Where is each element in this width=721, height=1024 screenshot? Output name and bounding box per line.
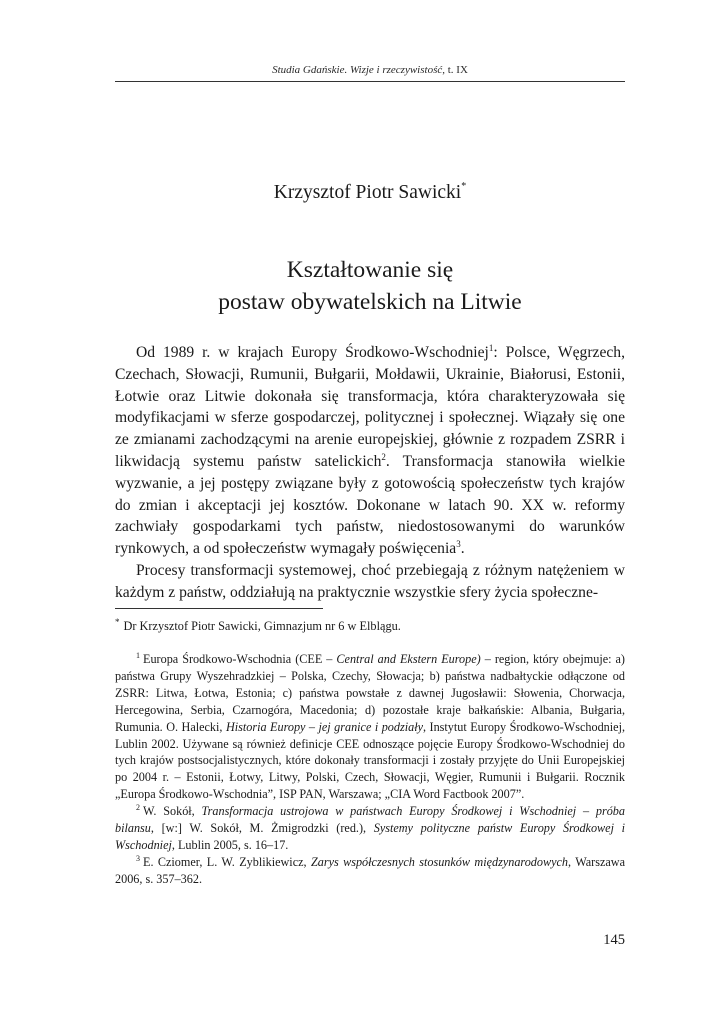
footnote-3 [115, 854, 625, 888]
italic-run: Historia Europy – jej granice i podziały [225, 719, 423, 734]
text-run: . Transformacja stanowiła wielkie wyzwanie, a jej postępy związane były z gotowością społeczeństw tych krajów do zmian i akceptacji jej kosztów. Dokonane w latach 90. XX w. reformy zachwiały gospodarkami tych państw, niedostosowanymi do warunków rynkowych, a od społeczeństw wymagały poświęcenia [115, 452, 625, 558]
footnote-ref-2[interactable]: 2 [381, 451, 386, 462]
text-run: , Lublin 2005, s. 16–17. [171, 837, 289, 852]
italic-run: Transformacja ustrojowa w państwach Europy Środkowej i Wschodniej – próba bilansu [115, 804, 625, 836]
author-note-mark: * [115, 617, 120, 627]
text-run: Od 1989 r. w krajach Europy Środkowo-Wschodniej [136, 344, 489, 361]
footnote-number: 2 [136, 803, 140, 813]
footnote-ref-3[interactable]: 3 [456, 539, 461, 550]
body-text [115, 342, 625, 604]
text-run: . [460, 540, 465, 558]
running-head [115, 64, 625, 76]
footnote-ref-1[interactable]: 1 [488, 343, 494, 353]
text-run: , Warszawa 2006, s. 357–362. [115, 854, 625, 886]
title-line-1: Kształtowanie się [286, 257, 454, 283]
text-run: : Polsce, Węgrzech, Czechach, Słowacji, Rumunii, Bułgarii, Mołdawii, Ukrainie, Białorusi, Estonii, Łotwie oraz Litwie dokonała się transformacja, która charakteryzowała się modyfikacjami w sferze gospodarczej, politycznej i społecznej. Wiązały się one ze zmianami zachodzącymi na arenie europejskiej, głównie z rozpadem ZSRR i likwidacją systemu państw satelickich [115, 344, 625, 470]
author-note-text: Dr Krzysztof Piotr Sawicki, Gimnazjum nr 6 w Elblągu. [123, 619, 401, 633]
text-run: – region, który obejmuje: a) państwa Grupy Wyszehradzkiej – Polska, Czechy, Słowacja; b) państwa nadbałtyckie odłączone od ZSRR: Litwa, Łotwa, Estonia; c) państwa powstałe z dawnej Jugosławii: Słowenia, Chorwacja, Hercegowina, Serbia, Czarnogóra, Macedonia; d) pozostałe kraje bałkańskie: Albania, Bułgaria, Rumunia. O. Halecki, [115, 652, 625, 734]
paragraph-1 [115, 342, 625, 560]
footnote-rule [115, 608, 323, 609]
text-run: , [w:] W. Sokół, M. Żmigrodzki (red.), [150, 821, 374, 836]
italic-run: Central and Ekstern Europe) [336, 652, 481, 666]
text-run: E. Cziomer, L. W. Zyblikiewicz, [143, 854, 311, 869]
journal-title: Studia Gdańskie. Wizje i rzeczywistość [272, 64, 443, 76]
footnote-2 [115, 803, 625, 854]
text-run: Europa Środkowo-Wschodnia (CEE – [143, 652, 337, 666]
article-author [115, 182, 625, 204]
text-run: W. Sokół, [143, 804, 202, 819]
author-name: Krzysztof Piotr Sawicki [273, 182, 462, 203]
article-title [115, 254, 625, 318]
author-note-marker: * [461, 181, 467, 192]
footnotes [115, 651, 625, 888]
paragraph-2: Procesy transformacji systemowej, choć przebiegają z różnym natężeniem w każdym z państw, oddziałują na praktycznie wszystkie sfery życia społeczne- [115, 561, 625, 601]
footnote-number: 1 [136, 651, 140, 660]
italic-run: Systemy polityczne państw Europy Środkowej i Wschodniej [115, 821, 625, 852]
title-line-2: postaw obywatelskich na Litwie [218, 289, 522, 315]
header-rule [115, 81, 625, 82]
text-run: , Instytut Europy Środkowo-Wschodniej, Lublin 2002. Używane są również definicje CEE odnoszące pojęcie Europy Środkowo-Wschodniej do tych krajów postsocjalistycznych, które dokonały transformacji i zostały przyjęte do Unii Europejskiej po 2004 r. – Estonii, Łotwy, Litwy, Polski, Czech, Słowacji, Węgier, Rumunii i Bułgarii. Rocznik „Europa Środkowo-Wschodnia”, ISP PAN, Warszawa; „CIA Word Factbook 2007”. [115, 719, 625, 802]
footnote-1 [115, 651, 625, 803]
italic-run: Zarys współczesnych stosunków międzynarodowych [310, 854, 569, 869]
footnote-number: 3 [136, 853, 140, 863]
page-number: 145 [603, 932, 625, 948]
author-note [115, 618, 625, 634]
volume-label: , t. IX [442, 64, 468, 76]
